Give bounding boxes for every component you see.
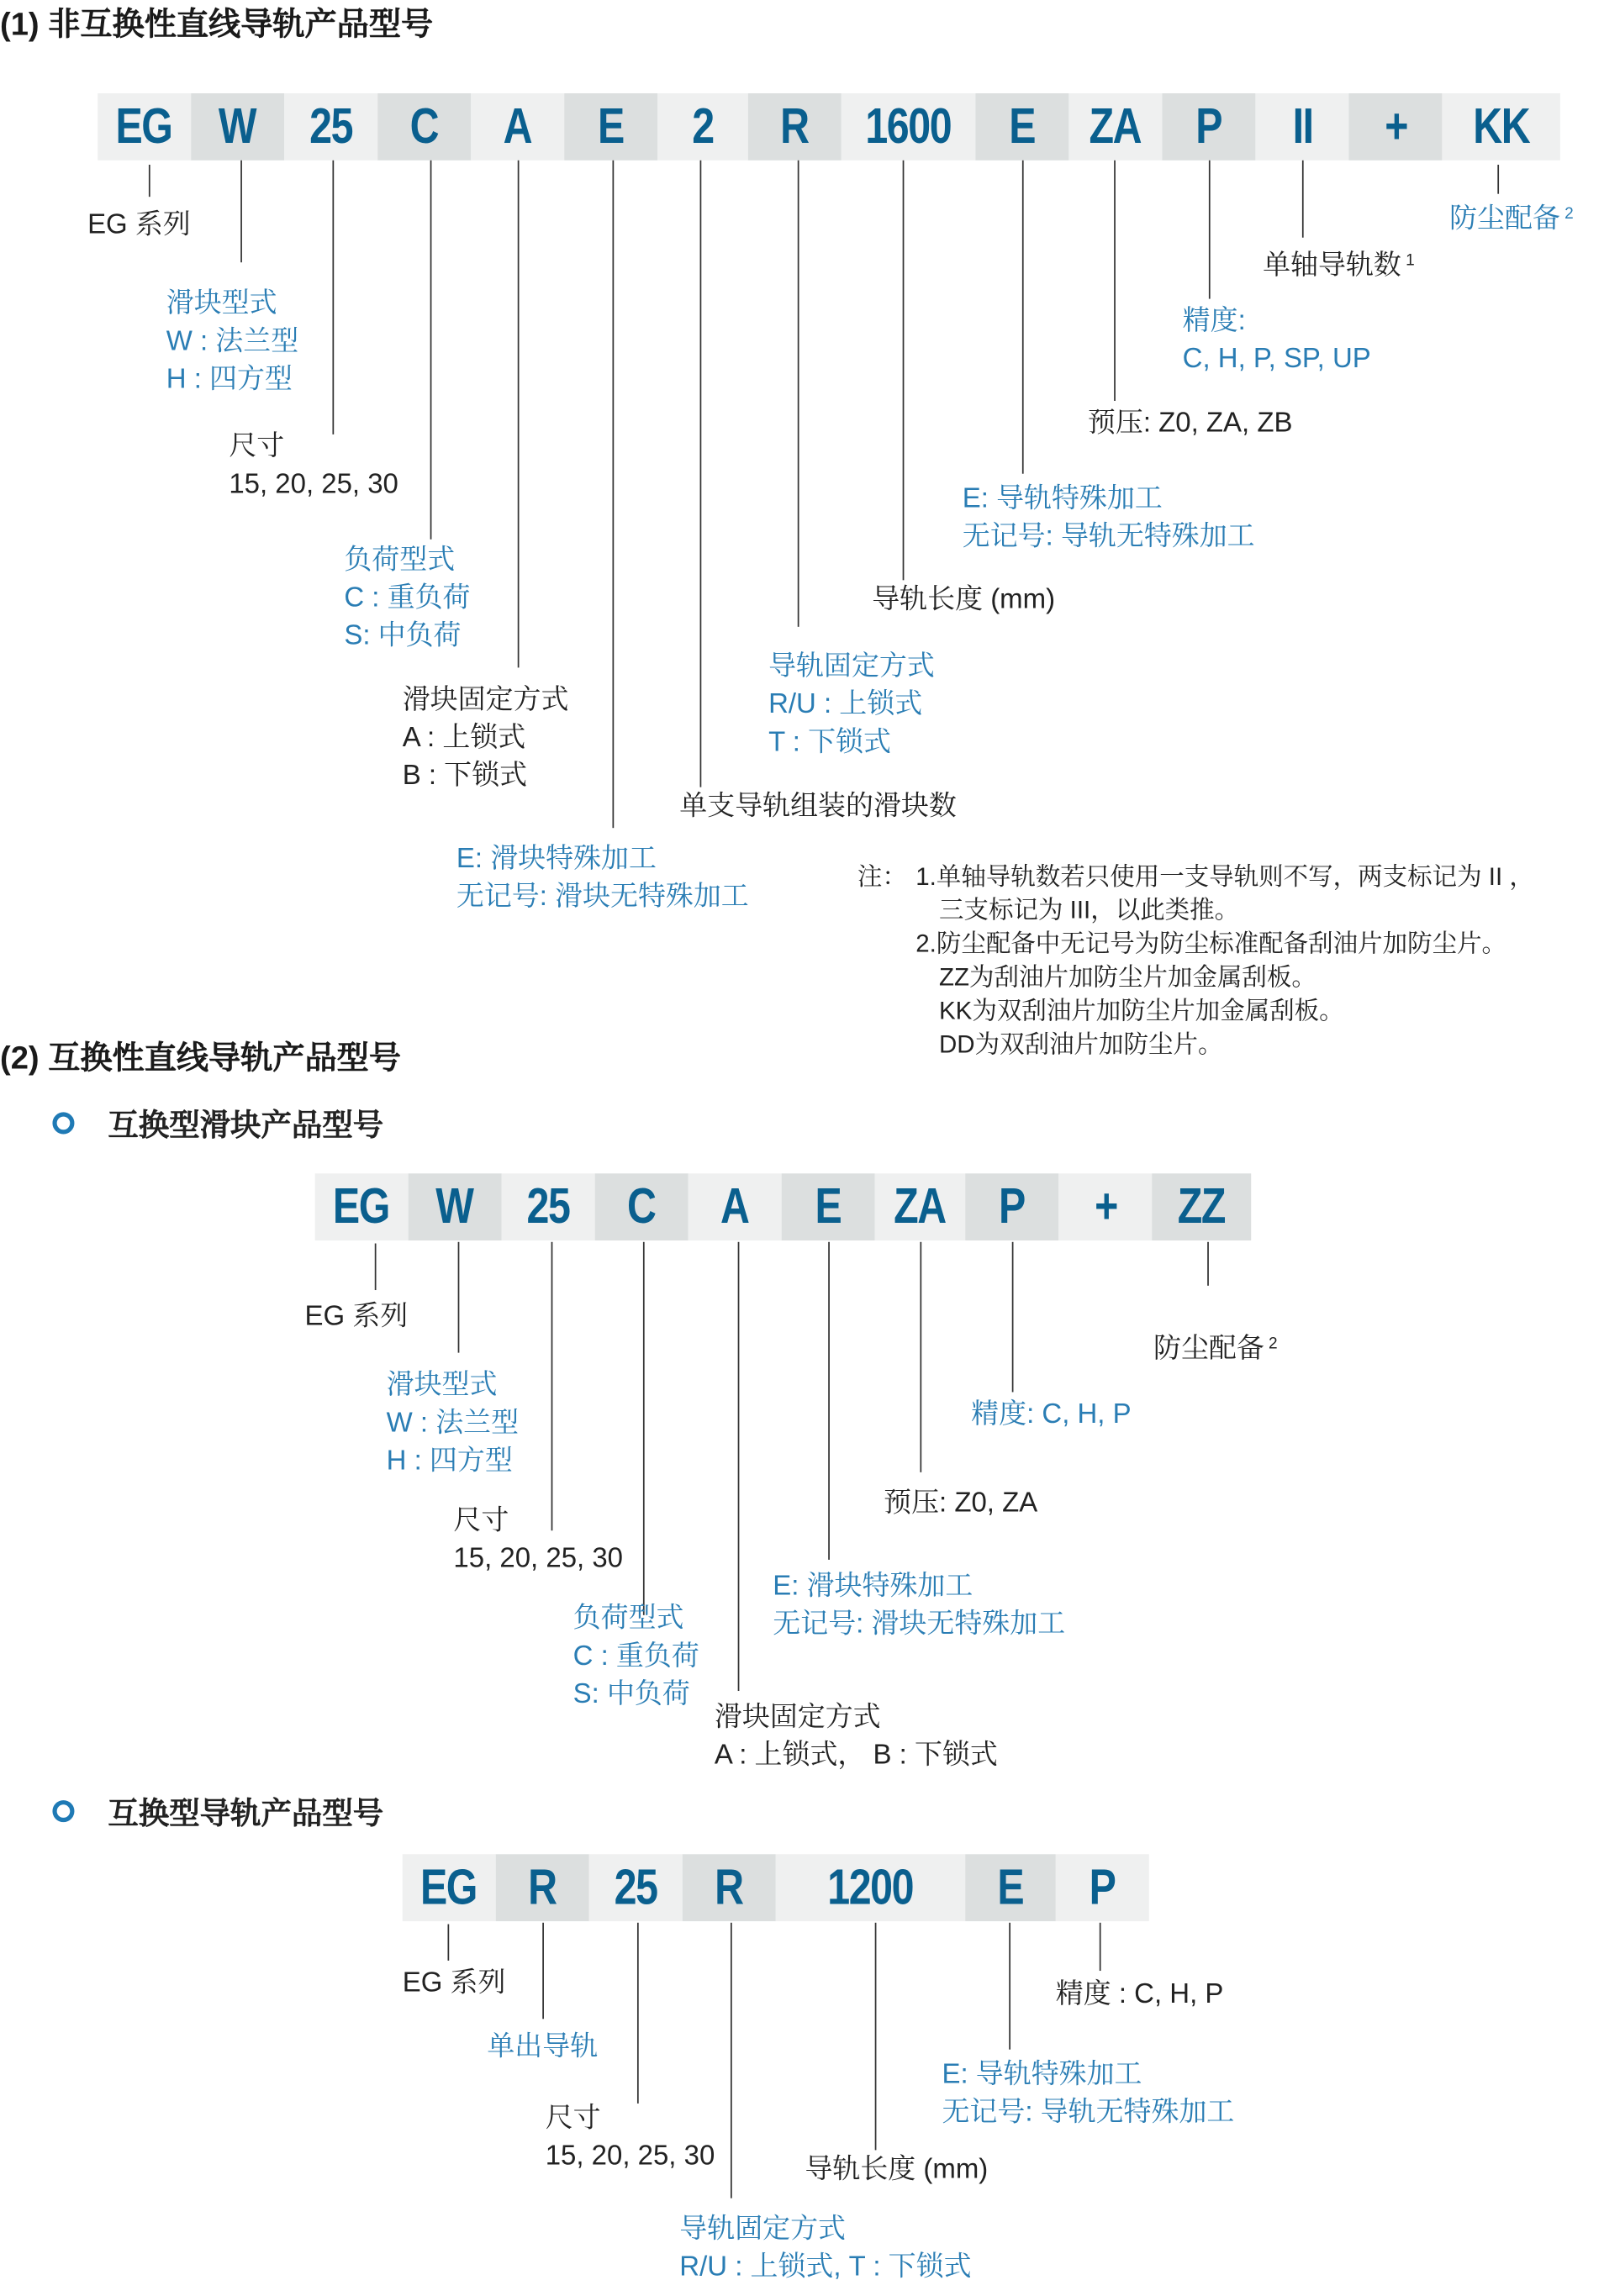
label-block-special: E: 滑块特殊加工 无记号: 滑块无特殊加工 [773, 1571, 1066, 1640]
leader-line [1012, 1242, 1014, 1393]
code-text: ZA [894, 1178, 947, 1235]
code-text: KK [1473, 98, 1530, 154]
code-text: + [1384, 98, 1407, 154]
code-cell [875, 1173, 966, 1240]
code-text: II [1291, 98, 1312, 154]
code-text: ZA [1090, 98, 1142, 154]
code-text: A [720, 1178, 749, 1235]
leader-line [1022, 161, 1024, 474]
leader-line [700, 161, 702, 787]
code-cell [657, 93, 748, 161]
leader-line [828, 1242, 830, 1560]
code-cell [1442, 93, 1559, 161]
code-text: P [999, 1178, 1026, 1235]
bullet-circle-icon [52, 1112, 74, 1134]
label-rail-mount: 导轨固定方式 R/U : 上锁式, T : 下锁式 [679, 2214, 972, 2283]
leader-line [1009, 1923, 1010, 2050]
code-cell [284, 93, 377, 161]
code-cell [1348, 93, 1442, 161]
label-load-type: 负荷型式 C : 重负荷 S: 中负荷 [572, 1603, 699, 1710]
notes-prefix: 注： [857, 862, 907, 891]
leader-line [643, 1242, 645, 1615]
code-cell [842, 93, 976, 161]
code-cell [975, 93, 1068, 161]
code-cell [589, 1854, 683, 1921]
code-cell [965, 1854, 1056, 1921]
note-line: 三支标记为 III，以此类推。 [939, 896, 1240, 924]
label-series: EG 系列 [304, 1301, 409, 1333]
code-text: + [1094, 1178, 1117, 1235]
label-dust-protection: 防尘配备 $^2$ [1153, 1334, 1278, 1365]
leader-line [518, 161, 520, 668]
label-blocks-per-rail: 单支导轨组装的滑块数 [679, 791, 957, 823]
code-text: 25 [309, 98, 353, 154]
label-rails-per-axis: 单轴导轨数 $^1$ [1263, 250, 1415, 282]
note-line: 2.防尘配备中无记号为防尘标准配备刮油片加防尘片。 [915, 929, 1507, 958]
code-cell [1162, 93, 1255, 161]
leader-line [731, 1923, 732, 2199]
code-cell [502, 1173, 595, 1240]
label-rail-length: 导轨长度 (mm) [872, 584, 1056, 615]
code-cell [1056, 1854, 1149, 1921]
section1-title: (1) 非互换性直线导轨产品型号 [0, 5, 434, 43]
leader-line [903, 161, 905, 581]
leader-line [542, 1923, 544, 2019]
code-cell [748, 93, 842, 161]
code-text: E [1009, 98, 1036, 154]
leader-line [1209, 161, 1211, 299]
code-cell [564, 93, 657, 161]
label-block-mount: 滑块固定方式 A : 上锁式， B : 下锁式 [714, 1702, 998, 1772]
leader-line [612, 161, 614, 828]
leader-line [738, 1242, 740, 1691]
block-model-heading: 互换型滑块产品型号 [108, 1109, 384, 1143]
code-text: 25 [526, 1178, 570, 1235]
label-accuracy: 精度 : C, H, P [1055, 1979, 1224, 2010]
code-text: 25 [614, 1859, 657, 1915]
leader-line [458, 1242, 460, 1353]
label-size: 尺寸 15, 20, 25, 30 [453, 1505, 624, 1575]
code-text: C [627, 1178, 656, 1235]
leader-line [375, 1244, 377, 1291]
code-cell [683, 1854, 776, 1921]
code-cell [377, 93, 471, 161]
label-size: 尺寸 15, 20, 25, 30 [545, 2103, 715, 2172]
code-cell [1058, 1173, 1152, 1240]
code-text: W [436, 1178, 474, 1235]
code-cell [1152, 1173, 1251, 1240]
code-cell [689, 1173, 782, 1240]
code-cell [98, 93, 191, 161]
code-cell [1255, 93, 1348, 161]
rail-model-heading: 互换型导轨产品型号 [108, 1797, 384, 1831]
code-cell [403, 1854, 496, 1921]
leader-line [447, 1925, 449, 1961]
label-series: EG 系列 [87, 209, 191, 241]
code-text: A [503, 98, 532, 154]
code-cell [965, 1173, 1058, 1240]
label-preload: 预压: Z0, ZA, ZB [1087, 408, 1293, 440]
note-line: 1.单轴导轨数若只使用一支导轨则不写，两支标记为 II ， [915, 862, 1534, 891]
code-text: ZZ [1178, 1178, 1226, 1235]
label-block-mount: 滑块固定方式 A : 上锁式 B : 下锁式 [402, 685, 569, 792]
code-cell [496, 1854, 589, 1921]
code-cell [191, 93, 284, 161]
leader-line [1207, 1242, 1209, 1286]
leader-line [332, 161, 334, 434]
code-text: P [1089, 1859, 1116, 1915]
code-text: 1600 [865, 98, 952, 154]
code-text: C [409, 98, 439, 154]
leader-line [240, 161, 242, 262]
code-text: E [598, 98, 625, 154]
code-text: R [780, 98, 810, 154]
code-text: EG [116, 98, 173, 154]
leader-line [551, 1242, 553, 1530]
section2-title: (2) 互换性直线导轨产品型号 [0, 1039, 402, 1077]
code-text: EG [420, 1859, 478, 1915]
leader-line [1114, 161, 1116, 401]
label-accuracy: 精度: C, H, P [971, 1399, 1132, 1430]
code-text: E [815, 1178, 842, 1235]
code-text: EG [333, 1178, 390, 1235]
code-text: 2 [692, 98, 714, 154]
code-cell [315, 1173, 409, 1240]
note-line: DD为双刮油片加防尘片。 [939, 1030, 1223, 1059]
note-line: ZZ为刮油片加防尘片加金属刮板。 [939, 963, 1316, 992]
leader-line [149, 165, 150, 197]
label-dust-protection: 防尘配备 $^2$ [1449, 203, 1574, 235]
leader-line [1497, 165, 1499, 194]
leader-line [430, 161, 432, 540]
leader-line [1100, 1923, 1101, 1971]
label-single-rail: 单出导轨 [487, 2031, 599, 2063]
code-text: W [219, 98, 256, 154]
label-rail-special: E: 导轨特殊加工 无记号: 导轨无特殊加工 [962, 483, 1255, 553]
label-block-type: 滑块型式 W : 法兰型 H : 四方型 [166, 288, 299, 396]
note-line: KK为双刮油片加防尘片加金属刮板。 [939, 997, 1344, 1025]
code-cell [409, 1173, 502, 1240]
label-rail-mount: 导轨固定方式 R/U : 上锁式 T : 下锁式 [768, 651, 935, 758]
code-text: R [528, 1859, 557, 1915]
code-cell [782, 1173, 875, 1240]
label-block-type: 滑块型式 W : 法兰型 H : 四方型 [386, 1370, 520, 1477]
leader-line [920, 1242, 921, 1472]
leader-line [637, 1923, 639, 2104]
bullet-circle-icon [52, 1800, 74, 1822]
label-preload: 预压: Z0, ZA [884, 1488, 1038, 1519]
label-size: 尺寸 15, 20, 25, 30 [229, 431, 398, 500]
code-text: P [1195, 98, 1222, 154]
label-rail-special: E: 导轨特殊加工 无记号: 导轨无特殊加工 [942, 2059, 1235, 2129]
code-text: E [997, 1859, 1024, 1915]
label-accuracy: 精度: C, H, P, SP, UP [1182, 306, 1371, 375]
code-cell [1068, 93, 1162, 161]
code-cell [776, 1854, 965, 1921]
label-load-type: 负荷型式 C : 重负荷 S: 中负荷 [344, 545, 471, 652]
label-rail-length: 导轨长度 (mm) [805, 2154, 989, 2186]
label-series: EG 系列 [402, 1967, 506, 1998]
label-block-special: E: 滑块特殊加工 无记号: 滑块无特殊加工 [456, 844, 749, 913]
code-text: 1200 [827, 1859, 914, 1915]
leader-line [1302, 161, 1304, 238]
leader-line [798, 161, 799, 627]
code-text: R [715, 1859, 744, 1915]
code-cell [471, 93, 564, 161]
code-cell [595, 1173, 689, 1240]
leader-line [875, 1923, 877, 2151]
